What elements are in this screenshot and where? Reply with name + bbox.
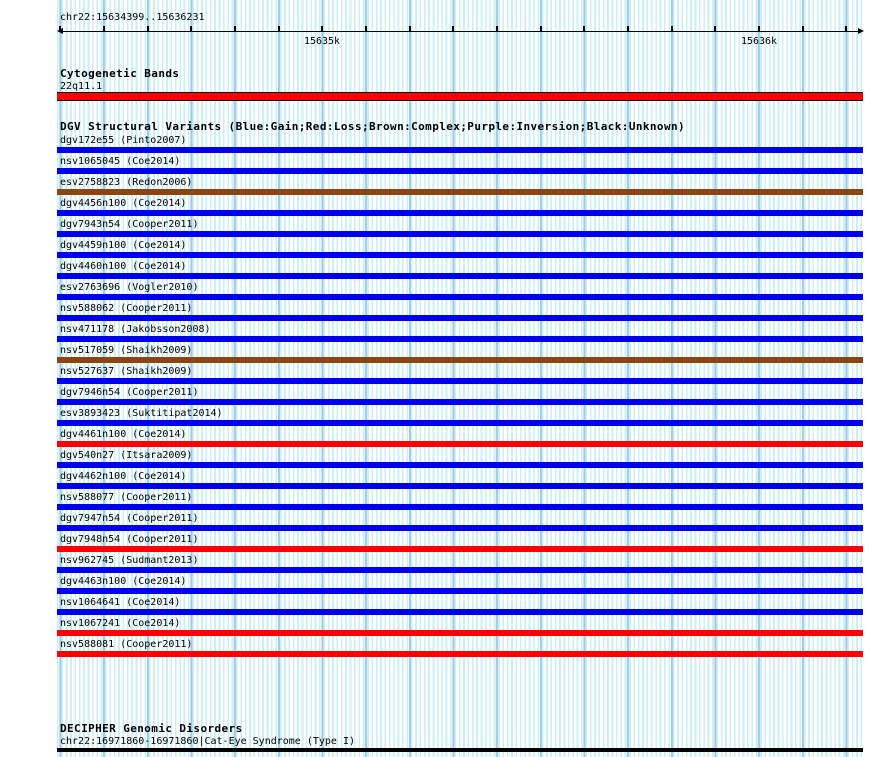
ruler-tick — [758, 26, 760, 31]
variant-label[interactable]: dgv540n27 (Itsara2009) — [60, 450, 193, 461]
variant-label[interactable]: dgv4459n100 (Coe2014) — [60, 240, 187, 251]
variant-bar[interactable] — [57, 651, 863, 657]
variant-track — [0, 428, 890, 449]
variant-track — [0, 596, 890, 617]
variant-track — [0, 638, 890, 659]
variant-label[interactable]: nsv527637 (Shaikh2009) — [60, 366, 193, 377]
variant-bar[interactable] — [57, 189, 863, 195]
variant-track — [0, 365, 890, 386]
variant-label[interactable]: nsv962745 (Sudmant2013) — [60, 555, 199, 566]
variant-track — [0, 512, 890, 533]
ruler-tick-label: 15635k — [303, 36, 341, 47]
variant-bar[interactable] — [57, 357, 863, 363]
ruler-tick — [583, 26, 585, 31]
variant-bar[interactable] — [57, 588, 863, 594]
variant-bar[interactable] — [57, 609, 863, 615]
variant-track — [0, 155, 890, 176]
location-label: chr22:15634399..15636231 — [60, 12, 205, 23]
ruler-tick — [59, 26, 61, 31]
variant-track — [0, 533, 890, 554]
variant-track — [0, 197, 890, 218]
variant-label[interactable]: nsv588081 (Cooper2011) — [60, 639, 193, 650]
variant-label[interactable]: dgv7943n54 (Cooper2011) — [60, 219, 199, 230]
variant-bar[interactable] — [57, 483, 863, 489]
ruler-tick — [540, 26, 542, 31]
variant-track — [0, 554, 890, 575]
variant-label[interactable]: nsv471178 (Jakobsson2008) — [60, 324, 211, 335]
variant-label[interactable]: esv2758823 (Redon2006) — [60, 177, 193, 188]
variant-bar[interactable] — [57, 273, 863, 279]
variant-track — [0, 218, 890, 239]
variant-track — [0, 323, 890, 344]
variant-bar[interactable] — [57, 462, 863, 468]
ruler-tick-label: 15636k — [740, 36, 778, 47]
cytogenetic-band-bar[interactable] — [57, 92, 863, 101]
ruler-tick — [496, 26, 498, 31]
variant-bar[interactable] — [57, 567, 863, 573]
variant-bar[interactable] — [57, 441, 863, 447]
ruler-tick — [234, 26, 236, 31]
variant-label[interactable]: dgv4461n100 (Coe2014) — [60, 429, 187, 440]
variant-label[interactable]: nsv1065045 (Coe2014) — [60, 156, 181, 167]
cytogenetic-band-label: 22q11.1 — [60, 81, 103, 92]
variant-bar[interactable] — [57, 525, 863, 531]
variant-track — [0, 617, 890, 638]
dgv-section-title: DGV Structural Variants (Blue:Gain;Red:Loss;Brown:Complex;Purple:Inversion;Black:Unknown) — [60, 120, 686, 133]
variant-track — [0, 260, 890, 281]
ruler-tick — [190, 26, 192, 31]
decipher-entry-bar[interactable] — [57, 748, 863, 752]
variant-label[interactable]: dgv172e55 (Pinto2007) — [60, 135, 187, 146]
variant-bar[interactable] — [57, 420, 863, 426]
variant-label[interactable]: nsv1064641 (Coe2014) — [60, 597, 181, 608]
decipher-section-title: DECIPHER Genomic Disorders — [60, 722, 243, 735]
variant-label[interactable]: dgv7947n54 (Cooper2011) — [60, 513, 199, 524]
ruler-tick — [845, 26, 847, 31]
ruler-tick — [671, 26, 673, 31]
variant-label[interactable]: esv2763696 (Vogler2010) — [60, 282, 199, 293]
variant-track — [0, 302, 890, 323]
variant-bar[interactable] — [57, 315, 863, 321]
variant-track — [0, 407, 890, 428]
variant-label[interactable]: dgv7946n54 (Cooper2011) — [60, 387, 199, 398]
variant-label[interactable]: nsv517059 (Shaikh2009) — [60, 345, 193, 356]
variant-label[interactable]: dgv4460n100 (Coe2014) — [60, 261, 187, 272]
ruler-tick — [103, 26, 105, 31]
variant-bar[interactable] — [57, 504, 863, 510]
ruler-tick — [627, 26, 629, 31]
ruler-tick — [278, 26, 280, 31]
variant-bar[interactable] — [57, 546, 863, 552]
variant-bar[interactable] — [57, 336, 863, 342]
variant-label[interactable]: dgv4462n100 (Coe2014) — [60, 471, 187, 482]
variant-bar[interactable] — [57, 630, 863, 636]
variant-label[interactable]: esv3893423 (Suktitipat2014) — [60, 408, 223, 419]
ruler-tick — [321, 26, 323, 31]
ruler-tick — [365, 26, 367, 31]
variant-track — [0, 239, 890, 260]
decipher-entry-label[interactable]: chr22:16971860-16971860|Cat-Eye Syndrome (Type I) — [60, 736, 356, 747]
variant-bar[interactable] — [57, 378, 863, 384]
variant-label[interactable]: dgv7948n54 (Cooper2011) — [60, 534, 199, 545]
variant-track — [0, 575, 890, 596]
cytogenetic-section-title: Cytogenetic Bands — [60, 67, 180, 80]
ruler-tick — [802, 26, 804, 31]
variant-bar[interactable] — [57, 231, 863, 237]
variant-track — [0, 281, 890, 302]
ruler-right-arrow-icon — [858, 28, 864, 34]
variant-track — [0, 134, 890, 155]
variant-label[interactable]: dgv4456n100 (Coe2014) — [60, 198, 187, 209]
ruler-tick — [452, 26, 454, 31]
variant-bar[interactable] — [57, 252, 863, 258]
variant-bar[interactable] — [57, 399, 863, 405]
variant-track — [0, 344, 890, 365]
ruler-tick — [147, 26, 149, 31]
variant-label[interactable]: nsv1067241 (Coe2014) — [60, 618, 181, 629]
ruler-axis-line — [60, 31, 858, 32]
variant-bar[interactable] — [57, 147, 863, 153]
variant-label[interactable]: nsv588077 (Cooper2011) — [60, 492, 193, 503]
variant-label[interactable]: nsv588062 (Cooper2011) — [60, 303, 193, 314]
variant-track — [0, 491, 890, 512]
variant-bar[interactable] — [57, 210, 863, 216]
variant-bar[interactable] — [57, 294, 863, 300]
variant-track — [0, 470, 890, 491]
variant-label[interactable]: dgv4463n100 (Coe2014) — [60, 576, 187, 587]
ruler-tick — [409, 26, 411, 31]
variant-track — [0, 449, 890, 470]
variant-track — [0, 176, 890, 197]
ruler-tick — [714, 26, 716, 31]
variant-track — [0, 386, 890, 407]
variant-bar[interactable] — [57, 168, 863, 174]
